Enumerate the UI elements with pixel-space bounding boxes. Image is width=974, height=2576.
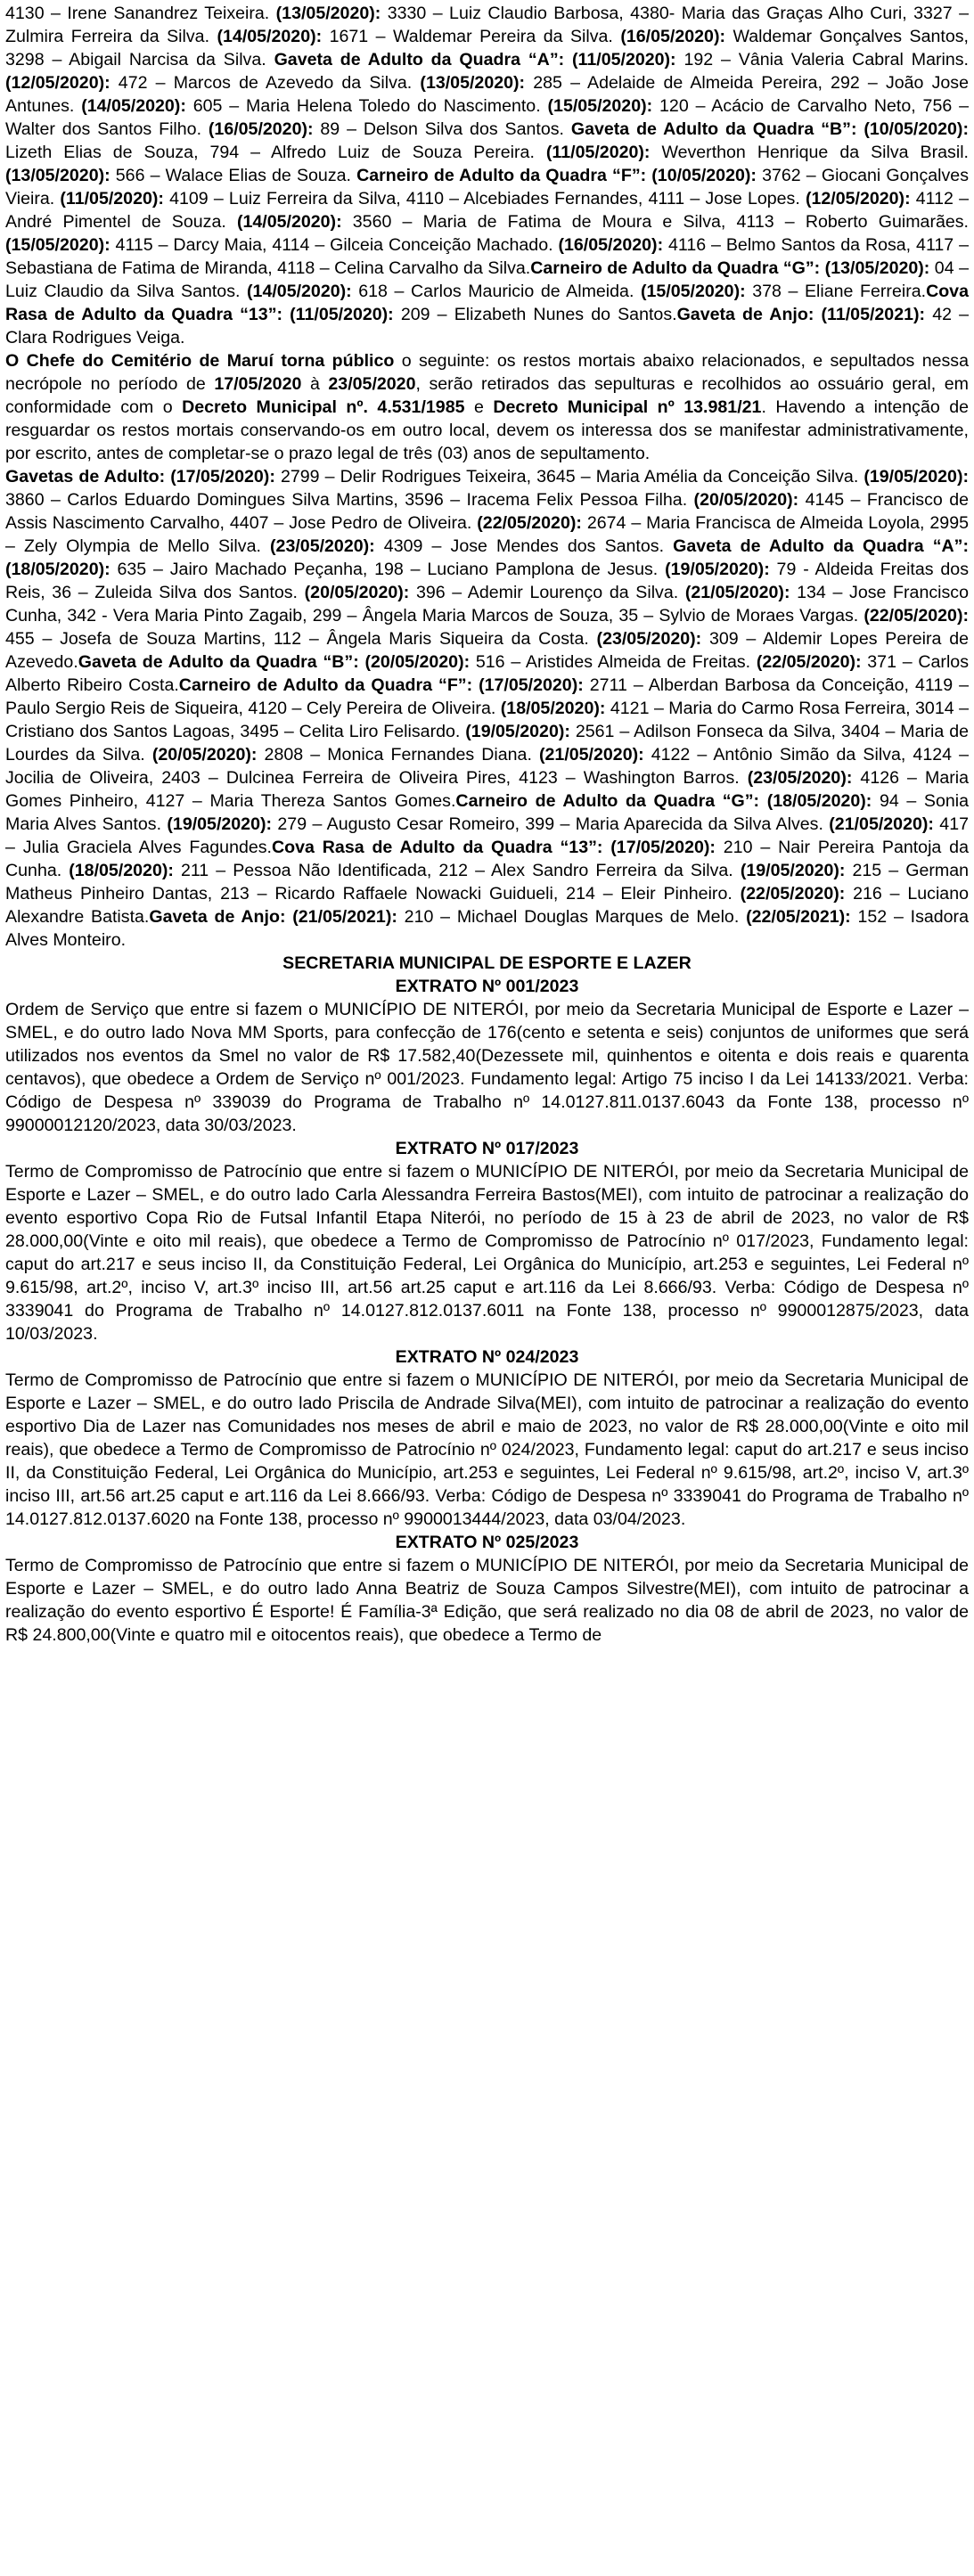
text-run: 209 – Elizabeth Nunes do Santos. [393, 305, 677, 324]
bold-text-run: (21/05/2020): [829, 814, 934, 834]
text-run: Weverthon Henrique da Silva Brasil. [650, 143, 969, 162]
bold-text-run: (22/05/2020): [756, 652, 862, 672]
text-run: 371 – Carlos Alberto Ribeiro Costa. [5, 652, 969, 695]
bold-text-run: (13/05/2020): [275, 4, 381, 23]
text-run: 4122 – Antônio Simão da Silva, 4124 – Jocilia de Oliveira, 2403 – Dulcinea Ferreira de Oliveira Pires, 4123 – Washington Barros. [5, 745, 970, 788]
text-paragraph [5, 349, 969, 465]
bold-text-run: (20/05/2020): [151, 745, 258, 765]
bold-text-run: (14/05/2020): [247, 282, 352, 301]
bold-text-run: O Chefe do Cemitério de Maruí torna público [5, 351, 395, 371]
section-heading [5, 975, 969, 998]
text-run: Termo de Compromisso de Patrocínio que entre si fazem o MUNICÍPIO DE NITERÓI, por meio da Secretaria Municipal de Esporte e Lazer – SMEL, e do outro lado Anna Beatriz de Souza Campos Silvestre(MEI), com intuito de patrocinar a realização do evento esportivo É Esporte! É Família-3ª Edição, que será realizado no dia 08 de abril de 2023, no valor de R$ 24.800,00(Vinte e quatro mil e oitocentos reais), que obedece a Termo de [5, 1556, 969, 1645]
bold-text-run: (22/05/2020): [477, 513, 582, 533]
bold-text-run: (19/05/2020): [665, 560, 770, 579]
text-paragraph [5, 465, 969, 952]
bold-text-run: (16/05/2020): [620, 27, 725, 46]
bold-text-run: (15/05/2020): [640, 282, 746, 301]
bold-text-run: (20/05/2020): [693, 490, 799, 510]
text-run: à [301, 374, 329, 394]
text-run: 4126 – Maria Gomes Pinheiro, 4127 – Maria Thereza Santos Gomes. [5, 768, 969, 811]
text-run: 4115 – Darcy Maia, 4114 – Gilceia Conceição Machado. [110, 235, 559, 255]
bold-text-run: Carneiro de Adulto da Quadra “G”: (18/05/2020): [455, 791, 872, 811]
text-run: EXTRATO Nº 024/2023 [395, 1347, 579, 1367]
text-run: 378 – Eliane Ferreira. [745, 282, 927, 301]
bold-text-run: (16/05/2020): [558, 235, 664, 255]
bold-text-run: Gaveta de Anjo: (11/05/2021): [676, 305, 926, 324]
text-run: 605 – Maria Helena Toledo do Nascimento. [185, 96, 548, 116]
bold-text-run: Gaveta de Adulto da Quadra “A”: (11/05/2020): [274, 50, 676, 70]
bold-text-run: (22/05/2020): [864, 606, 969, 626]
text-run: 2808 – Monica Fernandes Diana. [257, 745, 539, 765]
section-heading [5, 952, 969, 975]
bold-text-run: Decreto Municipal nº. 4.531/1985 [182, 397, 465, 417]
text-run: 285 – Adelaide de Almeida Pereira, 292 – João Jose Antunes. [5, 73, 970, 116]
text-run: 455 – Josefa de Souza Martins, 112 – Ângela Maris Siqueira da Costa. [5, 629, 597, 649]
bold-text-run: (15/05/2020): [547, 96, 653, 116]
bold-text-run: (14/05/2020): [81, 96, 186, 116]
text-run: SECRETARIA MUNICIPAL DE ESPORTE E LAZER [282, 953, 692, 973]
bold-text-run: Gavetas de Adulto: (17/05/2020): [5, 467, 275, 487]
text-run: 210 – Nair Pereira Pantoja da Cunha. [5, 838, 969, 880]
text-run: 216 – Luciano Alexandre Batista. [5, 884, 969, 927]
text-run: 1671 – Waldemar Pereira da Silva. [322, 27, 621, 46]
text-run: 79 - Aldeida Freitas dos Reis, 36 – Zuleida Silva dos Santos. [5, 560, 969, 602]
text-run: 192 – Vânia Valeria Cabral Marins. [675, 50, 970, 70]
text-run: 2561 – Adilson Fonseca da Silva, 3404 – Maria de Lourdes da Silva. [5, 722, 969, 765]
bold-text-run: 23/05/2020 [328, 374, 416, 394]
text-run: 566 – Walace Elias de Souza. [110, 166, 357, 185]
bold-text-run: (14/05/2020): [217, 27, 323, 46]
text-run: 211 – Pessoa Não Identificada, 212 – Alex Sandro Ferreira da Silva. [173, 861, 741, 880]
text-run: 152 – Isadora Alves Monteiro. [5, 907, 969, 950]
bold-text-run: (22/05/2021): [746, 907, 851, 927]
bold-text-run: (18/05/2020): [500, 699, 606, 718]
bold-text-run: (23/05/2020): [747, 768, 853, 788]
bold-text-run: (11/05/2020): [60, 189, 164, 209]
bold-text-run: Gaveta de Anjo: (21/05/2021): [149, 907, 397, 927]
text-paragraph [5, 1160, 969, 1345]
text-run: 134 – Jose Francisco Cunha, 342 - Vera Maria Pinto Zagaib, 299 – Ângela Maria Marcos de Souza, 35 – Sylvio de Moraes Vargas. [5, 583, 969, 626]
text-run: EXTRATO Nº 001/2023 [395, 977, 579, 996]
bold-text-run: (15/05/2020): [5, 235, 110, 255]
text-run: 516 – Aristides Almeida de Freitas. [470, 652, 757, 672]
text-paragraph [5, 1369, 969, 1531]
text-run: 210 – Michael Douglas Marques de Melo. [397, 907, 747, 927]
text-run: EXTRATO Nº 017/2023 [395, 1139, 579, 1158]
text-run: 215 – German Matheus Pinheiro Dantas, 213 – Ricardo Raffaele Nowacki Guidueli, 214 – Eleir Pinheiro. [5, 861, 969, 904]
bold-text-run: Cova Rasa de Adulto da Quadra “13”: (17/05/2020): [272, 838, 716, 857]
bold-text-run: (13/05/2020): [420, 73, 526, 93]
text-run: Termo de Compromisso de Patrocínio que entre si fazem o MUNICÍPIO DE NITERÓI, por meio da Secretaria Municipal de Esporte e Lazer – SMEL, e do outro lado Carla Alessandra Ferreira Bastos(MEI), com intuito de patrocinar a realização do evento esportivo Copa Rio de Futsal Infantil Etapa Niterói, no período de 15 à 23 de abril de 2023, no valor de R$ 28.000,00(Vinte e oito mil reais), que obedece a Termo de Compromisso de Patrocínio nº 017/2023, Fundamento legal: caput do art.217 e seus inciso II, da Constituição Federal, Lei Orgânica do Município, art.253 e seguintes, Lei Federal nº 9.615/98, art.2º, inciso V, art.3º inciso III, art.56 art.25 caput e art.116 da Lei 8.666/93. Verba: Código de Despesa nº 3339041 do Programa de Trabalho nº 14.0127.812.0137.6011 na Fonte 138, processo nº 9900012875/2023, data 10/03/2023. [5, 1162, 969, 1344]
text-run: 4112 – André Pimentel de Souza. [5, 189, 969, 232]
text-run: 4121 – Maria do Carmo Rosa Ferreira, 3014 – Cristiano dos Santos Lagoas, 3495 – Celita Liro Felisardo. [5, 699, 969, 741]
bold-text-run: Carneiro de Adulto da Quadra “F”: (10/05/2020): [356, 166, 757, 185]
bold-text-run: (21/05/2020): [684, 583, 790, 602]
bold-text-run: (21/05/2020): [539, 745, 644, 765]
text-run: 396 – Ademir Lourenço da Silva. [409, 583, 685, 602]
bold-text-run: (23/05/2020): [270, 536, 375, 556]
section-heading [5, 1531, 969, 1554]
text-run: 309 – Aldemir Lopes Pereira de Azevedo. [5, 629, 969, 672]
text-paragraph [5, 998, 969, 1137]
bold-text-run: (12/05/2020): [805, 189, 911, 209]
text-run: 3330 – Luiz Claudio Barbosa, 4380- Maria das Graças Alho Curi, 3327 – Zulmira Ferreira da Silva. [5, 4, 969, 46]
text-run: 4309 – Jose Mendes dos Santos. [374, 536, 674, 556]
text-run: 89 – Delson Silva dos Santos. [313, 119, 571, 139]
bold-text-run: Gaveta de Adulto da Quadra “B”: (10/05/2020): [570, 119, 969, 139]
text-run: 2674 – Maria Francisca de Almeida Loyola, 2995 – Zely Olympia de Mello Silva. [5, 513, 969, 556]
text-run: 472 – Marcos de Azevedo da Silva. [110, 73, 421, 93]
bold-text-run: (23/05/2020): [596, 629, 702, 649]
text-run: 4145 – Francisco de Assis Nascimento Carvalho, 4407 – Jose Pedro de Oliveira. [5, 490, 969, 533]
bold-text-run: Decreto Municipal nº 13.981/21 [493, 397, 762, 417]
text-run: 635 – Jairo Machado Peçanha, 198 – Luciano Pamplona de Jesus. [110, 560, 666, 579]
text-run: 4116 – Belmo Santos da Rosa, 4117 – Sebastiana de Fatima de Miranda, 4118 – Celina Carvalho da Silva. [5, 235, 969, 278]
text-run: 279 – Augusto Cesar Romeiro, 399 – Maria Aparecida da Silva Alves. [272, 814, 830, 834]
text-run: 417 – Julia Graciela Alves Fagundes. [5, 814, 969, 857]
text-run: Termo de Compromisso de Patrocínio que entre si fazem o MUNICÍPIO DE NITERÓI, por meio da Secretaria Municipal de Esporte e Lazer – SMEL, e do outro lado Priscila de Andrade Silva(MEI), com intuito de patrocinar a realização do evento esportivo Dia de Lazer nas Comunidades nos meses de abril e maio de 2023, no valor de R$ 28.000,00(Vinte e oito mil reais), que obedece a Termo de Compromisso de Patrocínio nº 024/2023, Fundamento legal: caput do art.217 e seus inciso II, da Constituição Federal, Lei Orgânica do Município, art.253 e seguintes, Lei Federal nº 9.615/98, art.2º, inciso V, art.3º inciso III, art.56 art.25 caput e art.116 da Lei 8.666/93. Verba: Código de Despesa nº 3339041 do Programa de Trabalho nº 14.0127.812.0137.6020 na Fonte 138, processo nº 9900013444/2023, data 03/04/2023. [5, 1370, 969, 1529]
text-run: . Havendo a intenção de resguardar os restos mortais conservando-os em outro local, devem os interessa dos se manifestar administrativamente, por escrito, antes de completar-se o prazo legal de três (03) anos de sepultamento. [5, 397, 970, 463]
bold-text-run: Gaveta de Adulto da Quadra “B”: (20/05/2020): [78, 652, 471, 672]
bold-text-run: Carneiro de Adulto da Quadra “G”: (13/05/2020): [530, 258, 930, 278]
bold-text-run: (14/05/2020): [236, 212, 342, 232]
text-run: 618 – Carlos Mauricio de Almeida. [351, 282, 641, 301]
text-run: Waldemar Gonçalves Santos, 3298 – Abigail Narcisa da Silva. [5, 27, 969, 70]
bold-text-run: (19/05/2020): [740, 861, 846, 880]
text-run: Lizeth Elias de Souza, 794 – Alfredo Luiz de Souza Pereira. [5, 143, 546, 162]
bold-text-run: Gaveta de Adulto da Quadra “A”: (18/05/2020): [5, 536, 969, 579]
bold-text-run: (11/05/2020): [545, 143, 651, 162]
bold-text-run: (19/05/2020): [864, 467, 969, 487]
text-paragraph [5, 1554, 969, 1647]
bold-text-run: (18/05/2020): [69, 861, 174, 880]
section-heading [5, 1137, 969, 1160]
text-run: 94 – Sonia Maria Alves Santos. [5, 791, 969, 834]
text-run: 4130 – Irene Sanandrez Teixeira. [5, 4, 276, 23]
bold-text-run: (22/05/2020): [740, 884, 846, 904]
bold-text-run: (13/05/2020): [5, 166, 110, 185]
text-run: o seguinte: os restos mortais abaixo relacionados, e sepultados nessa necrópole no período de [5, 351, 969, 394]
text-run: 2711 – Alberdan Barbosa da Conceição, 4119 – Paulo Sergio Reis de Siqueira, 4120 – Cely Pereira de Oliveira. [5, 675, 970, 718]
text-run: , serão retirados das sepulturas e recolhidos ao ossuário geral, em conformidade com o [5, 374, 969, 417]
bold-text-run: 17/05/2020 [214, 374, 302, 394]
text-run: 4109 – Luiz Ferreira da Silva, 4110 – Alcebiades Fernandes, 4111 – Jose Lopes. [163, 189, 806, 209]
text-run: 120 – Acácio de Carvalho Neto, 756 – Walter dos Santos Filho. [5, 96, 970, 139]
text-run: 42 – Clara Rodrigues Veiga. [5, 305, 970, 348]
text-run: Ordem de Serviço que entre si fazem o MUNICÍPIO DE NITERÓI, por meio da Secretaria Municipal de Esporte e Lazer – SMEL, e do outro lado Nova MM Sports, para confecção de 176(cento e setenta e seis) conjuntos de uniformes que será utilizados nos eventos da Smel no valor de R$ 17.582,40(Dezessete mil, quinhentos e oitenta e dois reais e quarenta centavos), que obedece a Ordem de Serviço nº 001/2023. Fundamento legal: Artigo 75 inciso I da Lei 14133/2021. Verba: Código de Despesa nº 339039 do Programa de Trabalho nº 14.0127.811.0137.6043 da Fonte 138, processo nº 99000012120/2023, data 30/03/2023. [5, 1000, 969, 1135]
bold-text-run: (19/05/2020): [465, 722, 570, 741]
bold-text-run: (20/05/2020): [304, 583, 410, 602]
bold-text-run: (19/05/2020): [167, 814, 273, 834]
bold-text-run: Cova Rasa de Adulto da Quadra “13”: (11/05/2020): [5, 282, 969, 324]
text-run: 04 – Luiz Claudio da Silva Santos. [5, 258, 969, 301]
text-run: e [464, 397, 494, 417]
bold-text-run: (16/05/2020): [208, 119, 314, 139]
text-run: 3860 – Carlos Eduardo Domingues Silva Martins, 3596 – Iracema Felix Pessoa Filha. [5, 490, 694, 510]
section-heading [5, 1345, 969, 1369]
text-run: EXTRATO Nº 025/2023 [395, 1533, 579, 1552]
bold-text-run: Carneiro de Adulto da Quadra “F”: (17/05/2020): [178, 675, 584, 695]
text-paragraph [5, 2, 969, 349]
text-run: 3560 – Maria de Fatima de Moura e Silva, 4113 – Roberto Guimarães. [341, 212, 970, 232]
bold-text-run: (12/05/2020): [5, 73, 110, 93]
text-run: 3762 – Giocani Gonçalves Vieira. [5, 166, 969, 209]
text-run: 2799 – Delir Rodrigues Teixeira, 3645 – Maria Amélia da Conceição Silva. [274, 467, 864, 487]
